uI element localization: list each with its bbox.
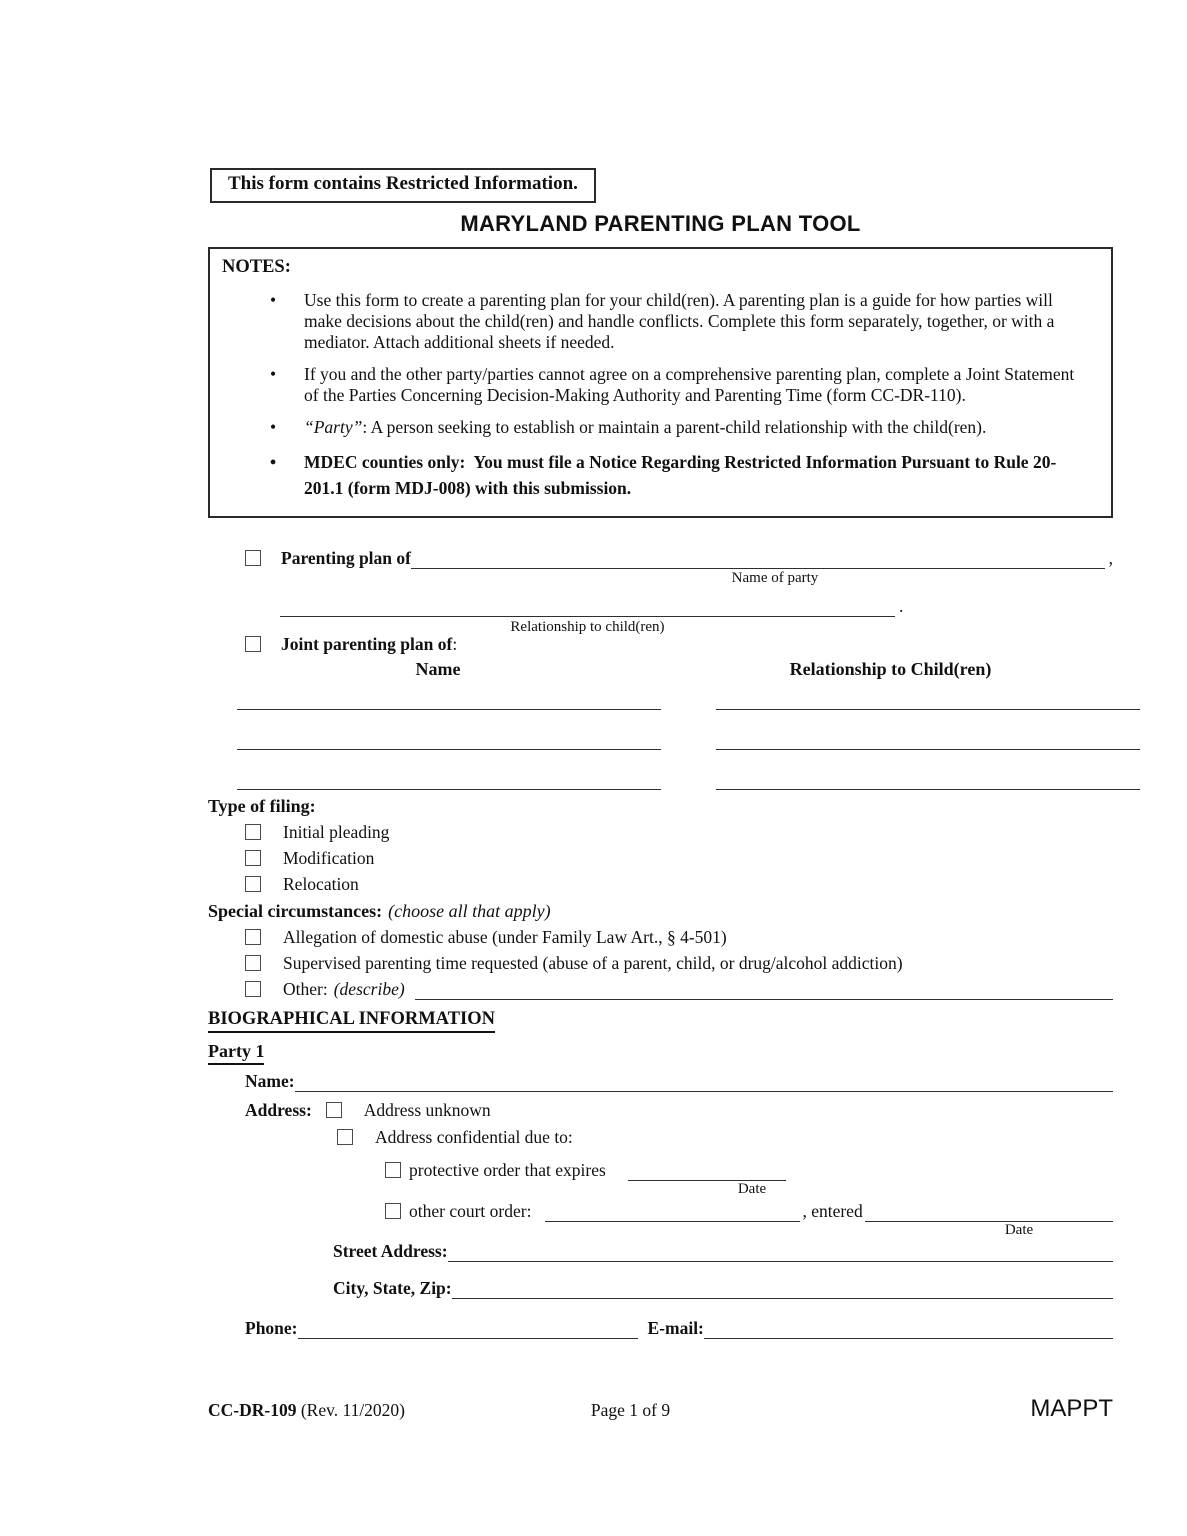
party-table-header xyxy=(208,659,1113,680)
form-content xyxy=(208,168,1113,1339)
initial-pleading-checkbox[interactable] xyxy=(245,824,261,840)
address-row xyxy=(245,1100,1113,1121)
colon-punct: : xyxy=(452,633,458,654)
notes-bullet-list xyxy=(304,290,1075,502)
name-label: Name: xyxy=(245,1070,295,1091)
protective-order-label: protective order that expires xyxy=(409,1159,606,1180)
party1-name-field[interactable] xyxy=(295,1073,1113,1092)
filing-option-row xyxy=(208,848,1113,869)
note-bullet-text: Use this form to create a parenting plan for your child(ren). A parenting plan is a guide for how parties will make decisions about the child(ren) and handle conflicts. Complete this form separately, together, or with a mediator. Attach additional sheets if needed. xyxy=(304,290,1055,352)
notes-box xyxy=(208,247,1113,518)
period-punct: . xyxy=(899,595,904,616)
page-number: Page 1 of 9 xyxy=(590,1400,671,1420)
address-confidential-checkbox[interactable] xyxy=(337,1129,353,1145)
party1-heading-wrap xyxy=(208,1041,1113,1065)
city-state-zip-label: City, State, Zip: xyxy=(333,1277,452,1298)
address-confidential-row xyxy=(337,1127,1113,1148)
party-name-field[interactable] xyxy=(237,749,661,750)
relationship-caption-wrap xyxy=(280,617,895,635)
restricted-banner xyxy=(210,168,596,203)
party-row-2 xyxy=(208,710,1113,750)
protective-order-date-field[interactable] xyxy=(628,1162,786,1181)
supervised-time-checkbox[interactable] xyxy=(245,955,261,971)
special-option-row xyxy=(208,953,1113,974)
notes-heading: NOTES: xyxy=(222,257,291,277)
biographical-heading-wrap xyxy=(208,1008,1113,1033)
parenting-plan-label: Parenting plan of xyxy=(281,547,411,568)
relocation-checkbox[interactable] xyxy=(245,876,261,892)
biographical-information-heading: BIOGRAPHICAL INFORMATION xyxy=(208,1009,495,1033)
joint-parenting-plan-checkbox[interactable] xyxy=(245,636,261,652)
email-field[interactable] xyxy=(704,1320,1113,1339)
other-court-order-checkbox[interactable] xyxy=(385,1203,401,1219)
form-revision: (Rev. 11/2020) xyxy=(296,1400,406,1420)
special-option-row xyxy=(208,927,1113,948)
phone-label: Phone: xyxy=(245,1317,298,1338)
other-court-order-row xyxy=(385,1201,1113,1222)
joint-parenting-plan-row xyxy=(208,634,1113,655)
modification-checkbox[interactable] xyxy=(245,850,261,866)
initial-pleading-label: Initial pleading xyxy=(283,821,390,842)
mappt-brand: MAPPT xyxy=(1030,1395,1114,1422)
city-state-zip-field[interactable] xyxy=(452,1280,1113,1299)
address-label: Address: xyxy=(245,1099,312,1120)
phone-field[interactable] xyxy=(298,1320,638,1339)
form-title: MARYLAND PARENTING PLAN TOOL xyxy=(460,211,861,236)
relationship-caption: Relationship to child(ren) xyxy=(510,618,665,635)
party-1-heading: Party 1 xyxy=(208,1041,264,1065)
note-bullet-text: : A person seeking to establish or maintain a parent-child relationship with the child(ren). xyxy=(362,417,987,437)
address-unknown-checkbox[interactable] xyxy=(326,1102,342,1118)
modification-label: Modification xyxy=(283,847,375,868)
note-bullet-mdec xyxy=(304,449,1075,502)
form-number-block xyxy=(208,1400,621,1421)
address-unknown-label: Address unknown xyxy=(363,1099,491,1120)
date-caption: Date xyxy=(1004,1221,1034,1238)
describe-note: (describe) xyxy=(333,978,405,999)
note-bullet-joint-statement xyxy=(304,364,1075,406)
address-confidential-label: Address confidential due to: xyxy=(375,1126,573,1147)
special-circumstances-label: Special circumstances: xyxy=(208,900,383,921)
other-court-order-label: other court order: xyxy=(409,1200,532,1221)
date-caption: Date xyxy=(737,1180,767,1197)
other-circumstance-checkbox[interactable] xyxy=(245,981,261,997)
note-bullet-text: MDEC counties only: You must file a Notice Regarding Restricted Information Pursuant to Rule 20-201.1 (form MDJ-008) with this submission. xyxy=(304,452,1057,499)
relocation-label: Relocation xyxy=(283,873,359,894)
note-bullet-text: If you and the other party/parties cannot agree on a comprehensive parenting plan, complete a Joint Statement of the Parties Concerning Decision-Making Authority and Parenting Time (form CC-DR-110). xyxy=(304,364,1075,405)
filing-option-row xyxy=(208,874,1113,895)
party-relationship-field[interactable] xyxy=(716,749,1140,750)
court-order-name-field[interactable] xyxy=(545,1203,800,1222)
type-of-filing-heading: Type of filing: xyxy=(208,795,316,816)
column-header-name: Name xyxy=(415,658,461,679)
supervised-time-label: Supervised parenting time requested (abuse of a parent, child, or drug/alcohol addiction) xyxy=(283,952,903,973)
comma-punct: , xyxy=(1108,547,1113,568)
phone-email-row xyxy=(245,1318,1113,1339)
special-circumstances-heading xyxy=(208,901,1113,922)
email-label: E-mail: xyxy=(647,1317,704,1338)
choose-all-note: (choose all that apply) xyxy=(388,900,551,921)
relationship-row xyxy=(208,596,1113,617)
special-other-row xyxy=(208,979,1113,1000)
city-state-zip-row xyxy=(333,1278,1113,1299)
filing-option-row xyxy=(208,822,1113,843)
court-order-date-field[interactable] xyxy=(865,1203,1113,1222)
note-bullet-party-definition xyxy=(304,417,1075,438)
form-number: CC-DR-109 xyxy=(208,1400,297,1420)
street-address-row xyxy=(333,1241,1113,1262)
street-address-field[interactable] xyxy=(448,1243,1113,1262)
other-label: Other: xyxy=(283,978,328,999)
relationship-to-child-field[interactable] xyxy=(280,598,895,617)
domestic-abuse-checkbox[interactable] xyxy=(245,929,261,945)
note-bullet-use-form xyxy=(304,290,1075,353)
restricted-banner-text: This form contains Restricted Information. xyxy=(228,173,578,194)
name-row xyxy=(245,1071,1113,1092)
party-name-field[interactable] xyxy=(237,709,661,710)
column-header-relationship: Relationship to Child(ren) xyxy=(789,658,992,679)
entered-label: , entered xyxy=(802,1200,863,1221)
domestic-abuse-label: Allegation of domestic abuse (under Family Law Art., § 4-501) xyxy=(283,926,727,947)
parenting-plan-row xyxy=(208,548,1113,569)
party-name-field[interactable] xyxy=(237,789,661,790)
protective-order-row xyxy=(385,1160,1113,1181)
street-address-label: Street Address: xyxy=(333,1240,448,1261)
page-footer xyxy=(208,1395,1113,1423)
name-of-party-caption: Name of party xyxy=(731,569,819,586)
name-of-party-field[interactable] xyxy=(411,550,1105,569)
party-relationship-field[interactable] xyxy=(716,789,1140,790)
party-row-1 xyxy=(208,680,1113,710)
party-row-3 xyxy=(208,750,1113,790)
other-describe-field[interactable] xyxy=(415,981,1113,1000)
party-term-italic: “Party” xyxy=(304,417,363,437)
party-relationship-field[interactable] xyxy=(716,709,1140,710)
parenting-plan-checkbox[interactable] xyxy=(245,550,261,566)
joint-parenting-plan-label: Joint parenting plan of xyxy=(281,633,453,654)
protective-order-checkbox[interactable] xyxy=(385,1162,401,1178)
